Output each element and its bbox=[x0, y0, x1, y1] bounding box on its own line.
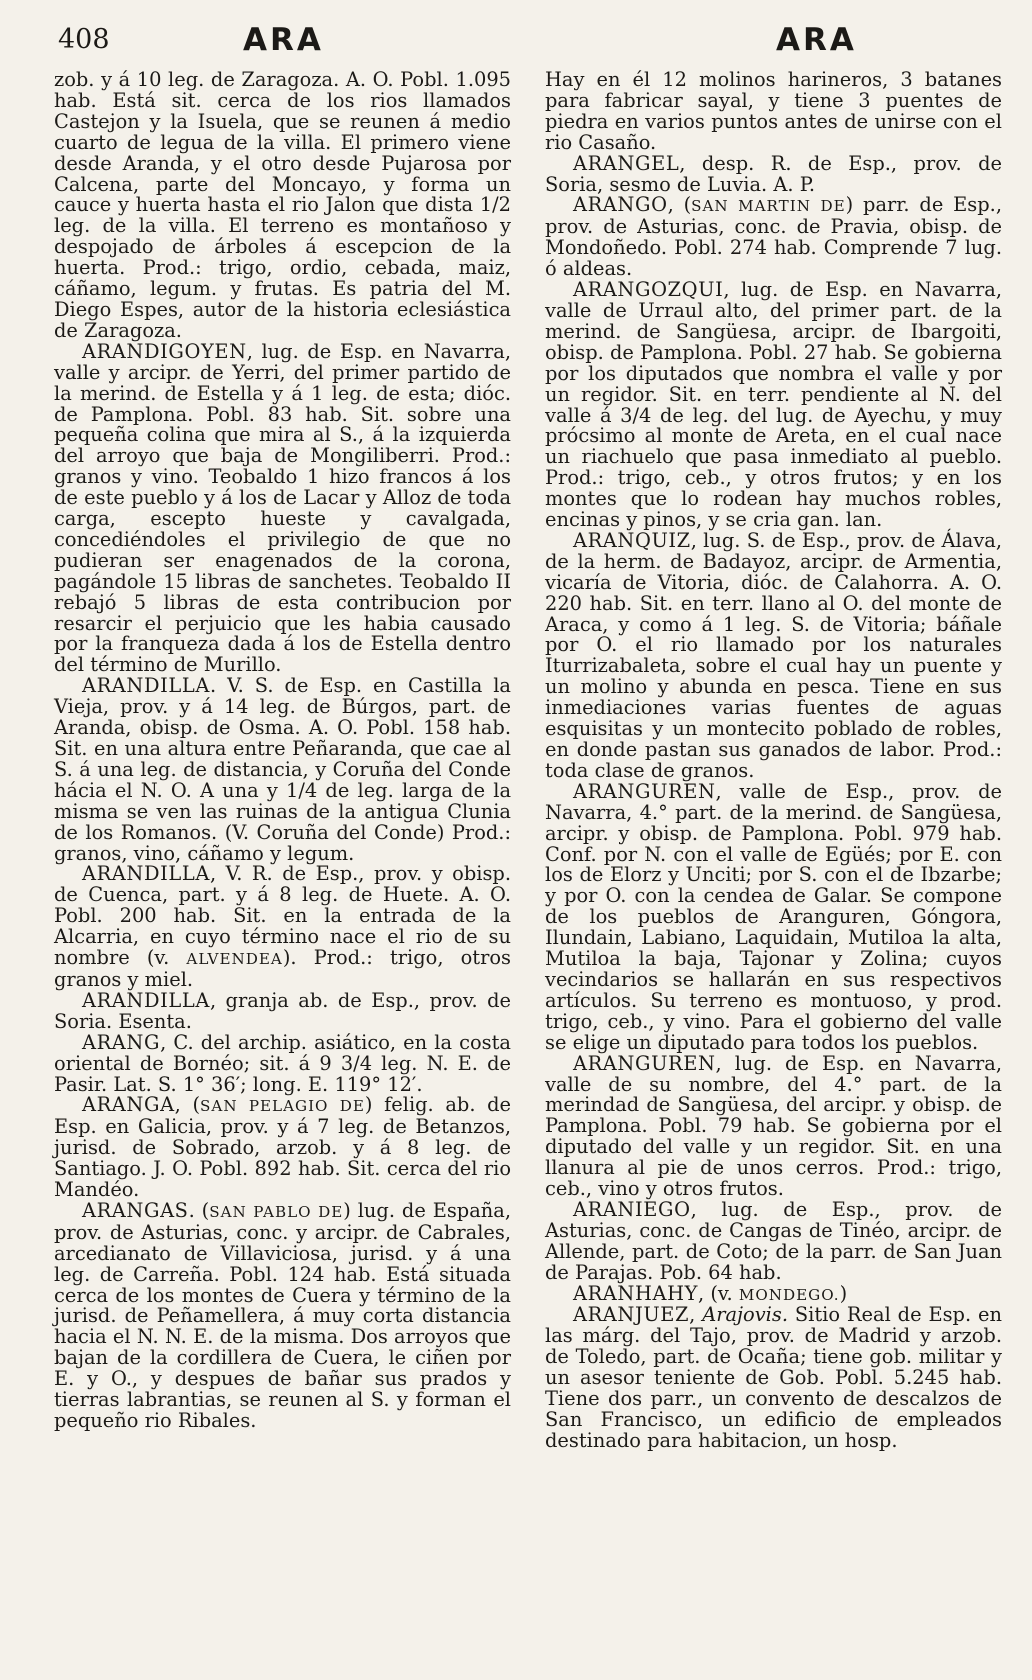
entry-headword: ARANGUREN bbox=[573, 1051, 716, 1075]
entry-text: zob. y á 10 leg. de Zaragoza. A. O. Pobl. 1.095 hab. Está sit. cerca de los rios llamados Castejon y la Isuela, que se reunen á medio cuarto de legua de la villa. El primero viene desde Aranda, y el otro desde Pujarosa por Calcena, parte del Moncayo, y forma un cauce y huerta hasta el rio Jalon que dista 1/2 leg. de la villa. El terreno es montañoso y despojado de árboles á escepcion de la huerta. Prod.: trigo, ordio, cebada, maiz, cáñamo, legum. y frutas. Es patria del M. Diego Espes, autor de la historia eclesiástica de Zaragoza. bbox=[54, 68, 511, 342]
entry-aranguren-valle bbox=[545, 779, 1002, 1054]
entry-headword: ARANDIGOYEN bbox=[82, 339, 247, 363]
entry-arang bbox=[54, 1030, 511, 1096]
entry-text: , ( bbox=[667, 193, 692, 217]
entry-araniego bbox=[545, 1197, 1002, 1284]
entry-text: . ( bbox=[188, 1198, 210, 1222]
entry-headword: ARANGOZQUI bbox=[573, 278, 724, 302]
entry-headword: ARANJUEZ bbox=[573, 1303, 690, 1327]
entry-aranjuez bbox=[545, 1305, 1002, 1451]
entry-text: , desp. R. de Esp., prov. de Soria, sesmo de Luvia. A. P. bbox=[545, 151, 1002, 196]
patron-saint: SAN MARTIN DE bbox=[691, 197, 846, 216]
entry-text: , valle de Esp., prov. de Navarra, 4.° part. de la merind. de Sangüesa, arcipr. y obisp. de Pamplona. Pobl. 979 hab. Conf. por N. con el valle de Egüés; por E. con los de Elorz y Unciti; por S. con el de Ibzarbe; y por O. con la cendea de Galar. Se compone de los pueblos de Aranguren, Góngora, Ilundain, Labiano, Laquidain, Mutiloa la alta, Mutiloa la baja, Tajonar y Zolina; cuyos vecindarios se hallarán en sus respectivos artículos. Su terreno es montuoso, y prod. trigo, ceb., y vino. Para el gobierno del valle se elige un diputado para todos los pueblos. bbox=[545, 779, 1002, 1054]
running-head-right: ARA bbox=[776, 22, 857, 58]
entry-arangas bbox=[54, 1198, 511, 1432]
entry-text: . V. S. de Esp. en Castilla la Vieja, prov. y á 14 leg. de Búrgos, part. de Aranda, obisp. de Osma. A. O. Pobl. 158 hab. Sit. en una altura entre Peñaranda, que cae al S. á una leg. de distancia, y Coruña del Conde hácia el N. O. A una y 1/4 de leg. larga de la misma se ven las ruinas de la antigua Clunia de los Romanos. (V. Coruña del Conde) Prod.: granos, vino, cáñamo y legum. bbox=[54, 674, 511, 865]
entry-text: Hay en él 12 molinos harineros, 3 batanes para fabricar sayal, y tiene 3 puentes de piedra en varios puntos antes de unirse con el rio Casaño. bbox=[545, 68, 1002, 154]
patron-saint: SAN PABLO DE bbox=[209, 1202, 344, 1221]
entry-headword: ARANGUREN bbox=[573, 779, 716, 803]
entry-aranguren-lug bbox=[545, 1051, 1002, 1201]
entry-headword: ARANGAS bbox=[82, 1198, 189, 1222]
entry-arandigoyen bbox=[54, 339, 511, 677]
entry-headword: ARANGA bbox=[82, 1093, 175, 1117]
entry-text: Sitio Real de Esp. en las márg. del Tajo, prov. de Madrid y arzob. de Toledo, part. de Ocaña; tiene gob. militar y un asesor teniente de Gob. Pobl. 5.245 hab. Tiene dos parr., un convento de descalzos de San Francisco, un edificio de empleados destinado para habitacion, un hosp. bbox=[545, 1303, 1002, 1452]
entry-text: , granja ab. de Esp., prov. de Soria. Esenta. bbox=[54, 988, 511, 1033]
entry-text: , lug. de Esp. en Navarra, valle y arcipr. de Yerri, del primer partido de la merind. de Estella y á 1 leg. de esta; dióc. de Pamplona. Pobl. 83 hab. Sit. sobre una pequeña colina que mira al S., á la izquierda del arroyo que baja de Mongiliberri. Prod.: granos y vino. Teobaldo 1 hizo francos á los de este pueblo y á los de Lacar y Alloz de toda carga, escepto hueste y cavalgada, concediéndoles el privilegio de que no pudieran ser enagenados de la corona, pagándole 15 libras de sanchetes. Teobaldo II rebajó 5 libras de esta contribucion por resarcir el perjuicio que les habia causado por la franqueza dada á los de Estella dentro del término de Murillo. bbox=[54, 339, 511, 677]
entry-headword: ARANGO bbox=[573, 193, 668, 217]
latin-name: Arajovis. bbox=[702, 1303, 788, 1327]
entry-text: , lug. de Esp., prov. de Asturias, conc. de Cangas de Tinéo, arcipr. de Allende, part. de Coto; de la parr. de San Juan de Parajas. Pob. 64 hab. bbox=[545, 1197, 1002, 1284]
left-column bbox=[54, 70, 511, 1452]
entry-text: ) felig. ab. de Esp. en Galicia, prov. y á 7 leg. de Betanzos, jurisd. de Sobrado, arzob. y á 8 leg. de Santiago. J. O. Pobl. 892 hab. Sit. cerca del rio Mandéo. bbox=[54, 1093, 511, 1202]
entry-headword: ARANGEL bbox=[573, 151, 680, 175]
entry-aranhahy bbox=[545, 1281, 1002, 1306]
entry-headword: ARANDILLA bbox=[82, 988, 210, 1012]
entry-text: ) lug. de España, prov. de Asturias, conc. y arcipr. de Cabrales, arcedianato de Villaviciosa, jurisd. y á una leg. de Carreña. Pobl. 124 hab. Está situada cerca de los montes de Cuera y término de la jurisd. de Peñamellera, á muy corta distancia hacia el N. N. E. de la misma. Dos arroyos que bajan de la cordillera de Cuera, le ciñen por E. y O., y despues de bañar sus prados y tierras labrantias, se reunen al S. y forman el pequeño rio Ribales. bbox=[54, 1198, 511, 1432]
entry-headword: ARANHAHY bbox=[573, 1281, 698, 1305]
page-header bbox=[54, 22, 1002, 60]
entry-text: ). Prod.: trigo, otros granos y miel. bbox=[54, 946, 511, 991]
entry-arango bbox=[545, 195, 1002, 280]
entry-arangozqui bbox=[545, 280, 1002, 531]
cross-reference: ALVENDEA bbox=[186, 950, 283, 969]
entry-arangel bbox=[545, 151, 1002, 196]
entry-text: , bbox=[689, 1303, 703, 1327]
entry-text: , ( bbox=[174, 1093, 201, 1117]
entry-text: , lug. de Esp. en Navarra, valle de Urraul alto, del primer part. de la merind. de Sangüesa, arcipr. de Ibargoiti, obisp. de Pamplona. Pobl. 27 hab. Se gobierna por los diputados que nombra el valle y por un regidor. Sit. en terr. pendiente al N. del valle á 3/4 de leg. del lug. de Ayechu, y muy prócsimo al monte de Areta, en el cual nace un riachuelo que pasa inmediato al pueblo. Prod.: trigo, ceb., y otros frutos; y en los montes que lo rodean hay muchos robles, encinas y pinos, y se cria gan. lan. bbox=[545, 278, 1002, 532]
entry-headword: ARANDILLA bbox=[82, 862, 210, 886]
entry-text: , (v. bbox=[698, 1281, 739, 1305]
entry-text: , lug. de Esp. en Navarra, valle de su nombre, del 4.° part. de la merindad de Sangüesa, del arcipr. y obisp. de Pamplona. Pobl. 79 hab. Se gobierna por el diputado del valle y un regidor. Sit. en una llanura al pie de unos cerros. Prod.: trigo, ceb., vino y otros frutos. bbox=[545, 1051, 1002, 1201]
page-number: 408 bbox=[58, 24, 110, 55]
entry-arandilla-castilla bbox=[54, 676, 511, 864]
entry-headword: ARANQUIZ bbox=[573, 528, 691, 552]
patron-saint: SAN PELAGIO DE bbox=[200, 1097, 365, 1116]
entry-aranquiz bbox=[545, 528, 1002, 782]
entry-text: , V. R. de Esp., prov. y obisp. de Cuenca, part. y á 8 leg. de Huete. A. O. Pobl. 200 hab. Sit. en la entrada de la Alcarria, en cuyo término nace el rio de su nombre (v. bbox=[54, 862, 511, 970]
entry-headword: ARANIEGO bbox=[573, 1197, 691, 1221]
entry-arandilla-soria bbox=[54, 988, 511, 1033]
entry-continuation bbox=[545, 70, 1002, 154]
cross-reference: MONDEGO. bbox=[738, 1285, 840, 1304]
entry-text: , C. del archip. asiático, en la costa oriental de Bornéo; sit. á 9 3/4 leg. N. E. de Pasir. Lat. S. 1° 36′; long. E. 119° 12′. bbox=[54, 1030, 511, 1096]
entry-arandilla-cuenca bbox=[54, 864, 511, 990]
entry-text: ) bbox=[839, 1281, 848, 1305]
entry-text: , lug. S. de Esp., prov. de Álava, de la herm. de Badayoz, arcipr. de Armentia, vicaría de Vitoria, dióc. de Calahorra. A. O. 220 hab. Sit. en terr. llano al O. del monte de Araca, y como á 1 leg. S. de Vitoria; báñale por O. el rio llamado por los naturales Iturrizabaleta, sobre el cual hay un puente y un molino y abunda en pesca. Tiene en sus inmediaciones varias fuentes de aguas esquisitas y un montecito poblado de robles, en donde pastan sus ganados de labor. Prod.: toda clase de granos. bbox=[545, 528, 1002, 782]
text-columns bbox=[54, 70, 1002, 1452]
entry-continuation bbox=[54, 70, 511, 342]
entry-headword: ARANG bbox=[82, 1030, 161, 1054]
running-head-left: ARA bbox=[243, 22, 324, 58]
entry-text: ) parr. de Esp., prov. de Asturias, conc. de Pravia, obisp. de Mondoñedo. Pobl. 274 hab. Comprende 7 lug. ó aldeas. bbox=[545, 193, 1002, 281]
entry-headword: ARANDILLA bbox=[82, 674, 210, 698]
entry-aranga bbox=[54, 1095, 511, 1201]
right-column bbox=[545, 70, 1002, 1452]
